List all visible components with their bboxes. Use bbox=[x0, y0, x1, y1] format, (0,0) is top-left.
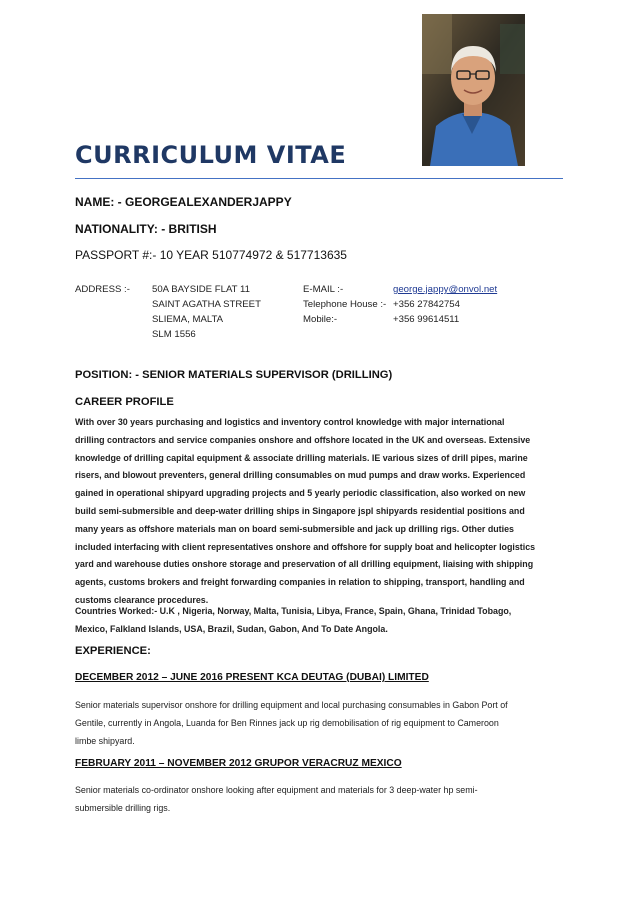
career-profile-text bbox=[75, 414, 565, 610]
passport-field: PASSPORT #:- 10 YEAR 510774972 & 517713635 bbox=[75, 248, 347, 262]
text-line: risers, and blowout preventers, general drilling consumables on mud pumps and draw works. Experienced bbox=[75, 470, 526, 481]
email-link[interactable]: george.jappy@onvol.net bbox=[393, 284, 498, 295]
text-line: agents, customs brokers and freight forwarding companies in relation to shipping, transport, handling and bbox=[75, 577, 525, 588]
text-line: many years as offshore materials man on board semi-submersible and jack up drilling rigs. Other duties bbox=[75, 523, 514, 534]
address-label: ADDRESS :- bbox=[75, 284, 130, 295]
job-header: DECEMBER 2012 – JUNE 2016 PRESENT KCA DEUTAG (DUBAI) LIMITED bbox=[75, 672, 429, 683]
text-line: gained in operational shipyard upgrading projects and 5 yearly periodic classification, also worked on new bbox=[75, 488, 526, 499]
countries-worked bbox=[75, 603, 565, 639]
text-line: limbe shipyard. bbox=[75, 735, 135, 746]
text-line: Senior materials supervisor onshore for drilling equipment and local purchasing consumables in Gabon Port of bbox=[75, 700, 508, 710]
job-description bbox=[75, 782, 565, 818]
address-line: SLM 1556 bbox=[152, 329, 196, 340]
text-line: knowledge of drilling capital equipment & associate drilling materials. IE various sizes of drill pipes, marine bbox=[75, 452, 528, 463]
text-line: Countries Worked:- U.K , Nigeria, Norway, Malta, Tunisia, Libya, France, Spain, Ghana, Trinidad Tobago, bbox=[75, 606, 512, 616]
text-line: included interfacing with client representatives onshore and offshore for supply boat and helicopter logistics bbox=[75, 541, 536, 552]
mobile-value: +356 99614511 bbox=[393, 314, 460, 325]
address-line: SLIEMA, MALTA bbox=[152, 314, 224, 325]
text-line: yard and warehouse duties onshore storage and preservation of all drilling equipment, liaising with shipping bbox=[75, 559, 534, 570]
profile-photo-image bbox=[422, 14, 525, 166]
career-profile-heading: CAREER PROFILE bbox=[75, 396, 174, 408]
phone-value: +356 27842754 bbox=[393, 299, 460, 310]
address-line: 50A BAYSIDE FLAT 11 bbox=[152, 284, 250, 295]
name-field: NAME: - GEORGEALEXANDERJAPPY bbox=[75, 195, 292, 209]
text-line: drilling contractors and service companies onshore and offshore located in the UK and overseas. Extensive bbox=[75, 434, 531, 445]
job-description bbox=[75, 697, 565, 750]
phone-label: Telephone House :- bbox=[303, 299, 387, 310]
email-label: E-MAIL :- bbox=[303, 284, 344, 295]
experience-heading: EXPERIENCE: bbox=[75, 645, 151, 657]
text-line: customs clearance procedures. bbox=[75, 594, 209, 605]
address-line: SAINT AGATHA STREET bbox=[152, 299, 261, 310]
text-line: Senior materials co-ordinator onshore looking after equipment and materials for 3 deep-water hp semi- bbox=[75, 785, 478, 795]
page-title: CURRICULUM VITAE bbox=[75, 141, 347, 169]
job-header: FEBRUARY 2011 – NOVEMBER 2012 GRUPOR VERACRUZ MEXICO bbox=[75, 758, 402, 769]
nationality-field: NATIONALITY: - BRITISH bbox=[75, 222, 217, 236]
mobile-label: Mobile:- bbox=[303, 314, 338, 325]
position-heading: POSITION: - SENIOR MATERIALS SUPERVISOR (DRILLING) bbox=[75, 369, 393, 381]
text-line: submersible drilling rigs. bbox=[75, 802, 171, 813]
text-line: Gentile, currently in Angola, Luanda for Ben Rinnes jack up rig demobilisation of rig equipment to Cameroon bbox=[75, 717, 499, 728]
text-line: build semi-submersible and deep-water drilling ships in Singapore jspl shipyards residential positions and bbox=[75, 505, 525, 516]
profile-photo bbox=[422, 14, 525, 166]
title-divider bbox=[75, 178, 563, 179]
text-line: With over 30 years purchasing and logistics and inventory control knowledge with major international bbox=[75, 417, 505, 427]
text-line: Mexico, Falkland Islands, USA, Brazil, Sudan, Gabon, And To Date Angola. bbox=[75, 623, 388, 634]
